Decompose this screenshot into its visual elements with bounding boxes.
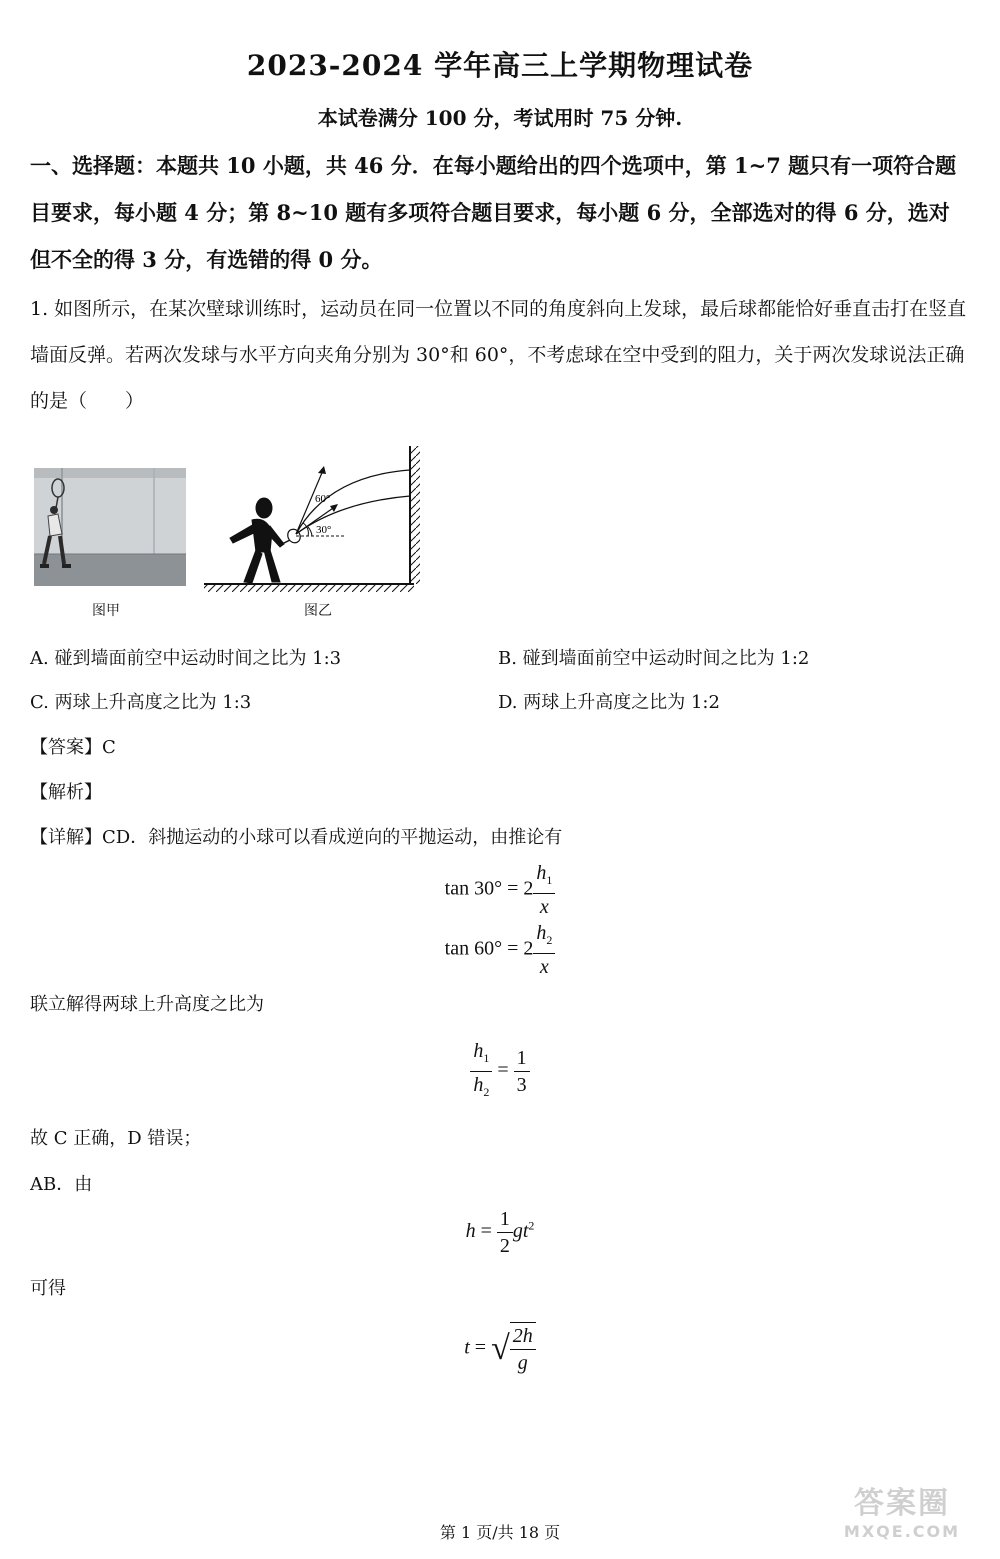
page-title: 2023-2024 学年高三上学期物理试卷 — [246, 49, 754, 82]
answer-line: 【答案】C — [30, 737, 116, 758]
formula-t: t = √ $\frac{2h}{g}$ — [0, 1322, 1000, 1376]
trajectory-30 — [296, 496, 410, 534]
page-number: 第 1 页/共 18 页 — [439, 1523, 561, 1542]
watermark-top: 答案圈 — [854, 1486, 950, 1521]
detail-line: 【详解】CD．斜抛运动的小球可以看成逆向的平抛运动，由推论有 — [30, 827, 563, 848]
angle-label-30: 30° — [316, 524, 332, 536]
watermark — [822, 1478, 982, 1554]
wall-hatch — [410, 446, 420, 584]
watermark-bottom: MXQE.COM — [843, 1522, 961, 1541]
ground-hatch — [204, 584, 414, 592]
caption-figure-b: 图乙 — [304, 603, 332, 619]
obtain-line: 可得 — [30, 1278, 66, 1299]
exam-info: 本试卷满分 100 分，考试用时 75 分钟. — [317, 106, 683, 130]
formula-tan30: tan 30° = 2 $\frac{h_1}{x}$ — [0, 860, 1000, 920]
section-instructions: 一、选择题：本题共 10 小题，共 46 分．在每小题给出的四个选项中，第 1~7 题只有一项符合题目要求，每小题 4 分；第 8~10 题有多项符合题目要求，每小题 6 分，全部选对的得 6 分，选对但不全的得 3 分，有选错的得 0 分。 — [30, 153, 957, 272]
figure-photo — [34, 468, 186, 586]
joint-solution-line: 联立解得两球上升高度之比为 — [30, 994, 264, 1015]
figure-diagram — [200, 440, 440, 600]
option-b: B. 碰到墙面前空中运动时间之比为 1:2 — [498, 648, 810, 669]
caption-figure-a: 图甲 — [92, 603, 120, 619]
player-silhouette — [230, 498, 284, 583]
racket — [285, 527, 302, 545]
conclusion-line: 故 C 正确，D 错误； — [30, 1128, 202, 1149]
option-a: A. 碰到墙面前空中运动时间之比为 1:3 — [30, 648, 342, 669]
option-c: C. 两球上升高度之比为 1:3 — [30, 692, 252, 713]
question-1-stem: 1. 如图所示，在某次壁球训练时，运动员在同一位置以不同的角度斜向上发球，最后球都能恰好垂直击打在竖直墙面反弹。若两次发球与水平方向夹角分别为 30°和 60°，不考虑球在空中受到的阻力，关于两次发球说法正确的是（ ） — [30, 298, 967, 412]
formula-tan60: tan 60° = 2 $\frac{h_2}{x}$ — [0, 920, 1000, 980]
squash-photo-drawing — [34, 468, 186, 586]
angle-label-60: 60° — [315, 493, 331, 505]
ab-line: AB．由 — [30, 1174, 93, 1195]
formula-h: h = $\frac{1}{2}$ $gt^2$ — [465, 1208, 535, 1257]
formula-ratio: $\frac{h_1}{h_2}$ = $\frac{1}{3}$ — [0, 1038, 1000, 1105]
analysis-label: 【解析】 — [30, 782, 102, 803]
trajectory-60 — [296, 470, 410, 534]
option-d: D. 两球上升高度之比为 1:2 — [498, 692, 720, 713]
